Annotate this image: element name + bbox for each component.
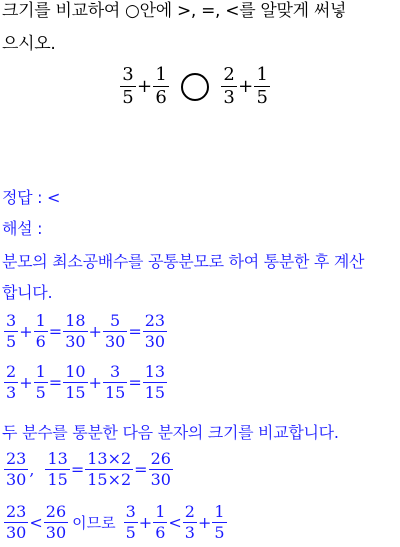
plus-sign: + xyxy=(138,513,153,532)
denominator: 30 xyxy=(6,470,27,489)
equation-2 xyxy=(4,364,167,401)
equals-sign: = xyxy=(134,460,148,479)
denominator: 30 xyxy=(45,523,67,542)
denominator: 15 xyxy=(104,383,126,402)
fraction xyxy=(143,313,167,350)
fraction xyxy=(4,504,28,541)
fraction xyxy=(254,66,270,107)
numerator: 1 xyxy=(256,64,268,85)
fraction xyxy=(212,504,226,541)
explanation-text-2: 합니다. xyxy=(2,283,53,302)
denominator: 6 xyxy=(155,523,166,542)
equation-1 xyxy=(4,313,167,350)
explanation-label: 해설 : xyxy=(2,219,43,238)
numerator: 1 xyxy=(35,311,46,330)
comma: , xyxy=(29,460,35,479)
fraction xyxy=(4,451,28,488)
denominator: 5 xyxy=(214,523,225,542)
equation-3 xyxy=(4,451,173,488)
equals-sign: = xyxy=(70,460,85,479)
denominator: 15 xyxy=(65,383,86,402)
numerator: 2 xyxy=(184,502,195,521)
explanation-text-3: 두 분수를 통분한 다음 분자의 크기를 비교합니다. xyxy=(2,423,339,442)
numerator: 26 xyxy=(150,449,171,468)
fraction xyxy=(63,364,87,401)
answer-label: 정답 : < xyxy=(2,188,61,207)
fraction xyxy=(153,66,169,107)
denominator: 30 xyxy=(150,470,171,489)
fraction xyxy=(63,313,87,350)
fraction xyxy=(103,364,127,401)
denominator: 30 xyxy=(6,523,27,542)
fraction xyxy=(44,504,68,541)
numerator: 3 xyxy=(125,502,136,521)
plus-sign: + xyxy=(197,513,212,532)
fraction xyxy=(153,504,167,541)
denominator: 5 xyxy=(122,87,134,108)
denominator: 30 xyxy=(144,332,166,351)
fraction xyxy=(4,313,18,350)
denominator: 5 xyxy=(35,383,46,402)
numerator: 23 xyxy=(144,311,166,330)
numerator: 2 xyxy=(6,362,17,381)
numerator: 10 xyxy=(65,362,86,381)
denominator: 5 xyxy=(256,87,268,108)
denominator: 5 xyxy=(125,523,136,542)
question-line-1: 크기를 비교하여 ○안에 >, =, <를 알맞게 써넣 xyxy=(2,1,347,21)
fraction xyxy=(85,451,133,488)
numerator: 2 xyxy=(223,64,235,85)
plus-sign: + xyxy=(19,373,33,392)
fraction xyxy=(149,451,173,488)
denominator: 5 xyxy=(6,332,17,351)
question-expression xyxy=(120,66,270,107)
numerator: 1 xyxy=(214,502,225,521)
denominator: 6 xyxy=(155,87,167,108)
denominator: 3 xyxy=(223,87,235,108)
fraction xyxy=(34,313,48,350)
plus-sign: + xyxy=(137,76,153,97)
question-line-2: 으시오. xyxy=(2,34,56,54)
denominator: 30 xyxy=(65,332,86,351)
denominator: 3 xyxy=(6,383,17,402)
denominator: 15 xyxy=(47,470,68,489)
numerator: 23 xyxy=(6,449,27,468)
denominator: 15×2 xyxy=(87,470,132,489)
plus-sign: + xyxy=(88,373,102,392)
fraction xyxy=(183,504,197,541)
numerator: 13 xyxy=(47,449,68,468)
numerator: 13 xyxy=(144,362,166,381)
equation-4 xyxy=(4,504,227,541)
equals-sign: = xyxy=(128,373,142,392)
fraction xyxy=(120,66,136,107)
numerator: 3 xyxy=(122,64,134,85)
explanation-text-1: 분모의 최소공배수를 공통분모로 하여 통분한 후 계산 xyxy=(2,252,365,271)
denominator: 6 xyxy=(35,332,46,351)
numerator: 26 xyxy=(45,502,67,521)
denominator: 3 xyxy=(184,523,195,542)
numerator: 13×2 xyxy=(87,449,132,468)
fraction xyxy=(45,451,69,488)
less-than-sign: < xyxy=(29,513,43,532)
numerator: 3 xyxy=(6,311,17,330)
denominator: 15 xyxy=(144,383,166,402)
plus-sign: + xyxy=(88,322,102,341)
fraction xyxy=(143,364,167,401)
answer-circle-blank[interactable] xyxy=(181,73,209,101)
numerator: 18 xyxy=(65,311,86,330)
numerator: 3 xyxy=(110,362,121,381)
equals-sign: = xyxy=(48,373,63,392)
denominator: 30 xyxy=(104,332,126,351)
fraction xyxy=(103,313,127,350)
numerator: 1 xyxy=(35,362,46,381)
fraction xyxy=(4,364,18,401)
equals-sign: = xyxy=(48,322,63,341)
connective-word: 이므로 xyxy=(72,514,116,532)
numerator: 5 xyxy=(110,311,121,330)
numerator: 1 xyxy=(155,64,167,85)
less-than-sign: < xyxy=(168,513,182,532)
fraction xyxy=(124,504,138,541)
numerator: 1 xyxy=(155,502,166,521)
plus-sign: + xyxy=(19,322,33,341)
plus-sign: + xyxy=(238,76,254,97)
equals-sign: = xyxy=(128,322,142,341)
fraction xyxy=(221,66,237,107)
fraction xyxy=(34,364,48,401)
numerator: 23 xyxy=(6,502,27,521)
